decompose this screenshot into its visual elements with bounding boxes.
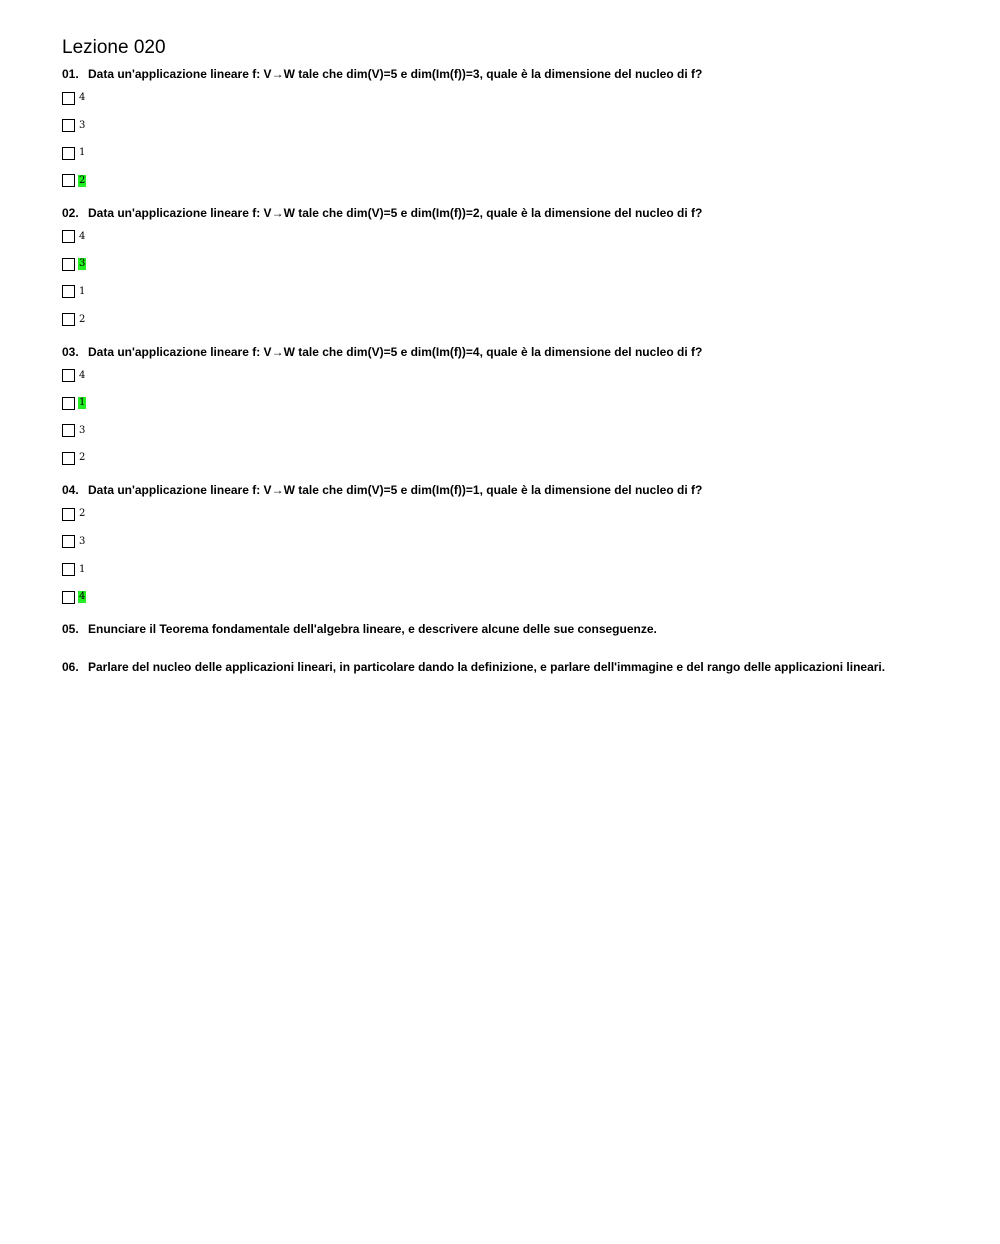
question-text: [62, 482, 962, 498]
answer-label: 1: [79, 147, 86, 159]
question-number: 05.: [62, 622, 79, 637]
answer-checkbox[interactable]: [62, 508, 75, 521]
correct-answer-label: 3: [79, 258, 86, 270]
answer-checkbox[interactable]: [62, 563, 75, 576]
document: [62, 36, 962, 697]
answer-label: 2: [79, 313, 86, 325]
answer-checkbox[interactable]: [62, 285, 75, 298]
answer-label: 1: [79, 285, 86, 297]
correct-answer-label: 1: [79, 397, 86, 409]
question-text: [62, 66, 962, 82]
answer-checkbox[interactable]: [62, 174, 75, 187]
answer-checkbox[interactable]: [62, 369, 75, 382]
answer-checkbox[interactable]: [62, 92, 75, 105]
answer-checkbox[interactable]: [62, 591, 75, 604]
answer-option[interactable]: [62, 504, 962, 524]
question-body: Parlare del nucleo delle applicazioni lineari, in particolare dando la definizione, e parlare dell'immagine e del rango delle applicazioni lineari.: [88, 660, 886, 675]
question-1: [62, 66, 962, 191]
answer-checkbox[interactable]: [62, 313, 75, 326]
answer-option[interactable]: [62, 254, 962, 274]
correct-answer-label: 2: [79, 174, 86, 186]
open-question-5: [62, 621, 962, 637]
correct-answer-label: 4: [79, 591, 86, 603]
open-question-list: [62, 621, 962, 675]
answer-option[interactable]: [62, 393, 962, 413]
answer-checkbox[interactable]: [62, 147, 75, 160]
answer-option[interactable]: [62, 421, 962, 441]
open-question-6: [62, 659, 962, 675]
answer-option[interactable]: [62, 116, 962, 136]
answer-option[interactable]: [62, 448, 962, 468]
answer-label: 1: [79, 563, 86, 575]
answer-option[interactable]: [62, 310, 962, 330]
page-title: Lezione 020: [62, 37, 166, 58]
answer-option[interactable]: [62, 171, 962, 191]
answer-checkbox[interactable]: [62, 424, 75, 437]
answer-label: 4: [79, 230, 86, 242]
answer-label: 4: [79, 92, 86, 103]
question-number: 01.: [62, 67, 79, 81]
question-2: [62, 205, 962, 330]
answer-option[interactable]: [62, 560, 962, 580]
answer-options: [62, 366, 962, 469]
question-4: [62, 482, 962, 607]
answer-checkbox[interactable]: [62, 535, 75, 548]
question-body: Data un'applicazione lineare f: V→W tale che dim(V)=5 e dim(Im(f))=4, quale è la dimensione del nucleo di f?: [88, 344, 703, 359]
answer-option[interactable]: [62, 587, 962, 607]
question-list: [62, 66, 962, 607]
answer-checkbox[interactable]: [62, 452, 75, 465]
answer-option[interactable]: [62, 282, 962, 302]
answer-options: [62, 504, 962, 607]
answer-checkbox[interactable]: [62, 397, 75, 410]
question-3: [62, 344, 962, 469]
answer-options: [62, 88, 962, 191]
answer-label: 3: [79, 424, 86, 436]
question-text: [62, 205, 962, 221]
question-body: Data un'applicazione lineare f: V→W tale che dim(V)=5 e dim(Im(f))=2, quale è la dimensione del nucleo di f?: [88, 205, 703, 220]
answer-checkbox[interactable]: [62, 230, 75, 243]
answer-label: 2: [79, 508, 86, 520]
question-text: [62, 344, 962, 360]
answer-option[interactable]: [62, 366, 962, 386]
answer-option[interactable]: [62, 227, 962, 247]
question-number: 03.: [62, 344, 79, 359]
answer-label: 4: [79, 369, 86, 381]
answer-label: 2: [79, 452, 86, 464]
answer-option[interactable]: [62, 88, 962, 108]
answer-label: 3: [79, 119, 86, 131]
answer-label: 3: [79, 535, 86, 547]
question-number: 04.: [62, 483, 79, 498]
question-body: Enunciare il Teorema fondamentale dell'algebra lineare, e descrivere alcune delle sue conseguenze.: [88, 622, 657, 637]
question-text: [62, 621, 962, 637]
answer-option[interactable]: [62, 532, 962, 552]
question-number: 06.: [62, 660, 79, 675]
question-number: 02.: [62, 205, 79, 220]
answer-checkbox[interactable]: [62, 119, 75, 132]
answer-option[interactable]: [62, 143, 962, 163]
answer-options: [62, 227, 962, 330]
answer-checkbox[interactable]: [62, 258, 75, 271]
question-text: [62, 659, 962, 675]
question-body: Data un'applicazione lineare f: V→W tale che dim(V)=5 e dim(Im(f))=1, quale è la dimensione del nucleo di f?: [88, 483, 703, 498]
question-body: Data un'applicazione lineare f: V→W tale che dim(V)=5 e dim(Im(f))=3, quale è la dimensione del nucleo di f?: [88, 67, 703, 81]
